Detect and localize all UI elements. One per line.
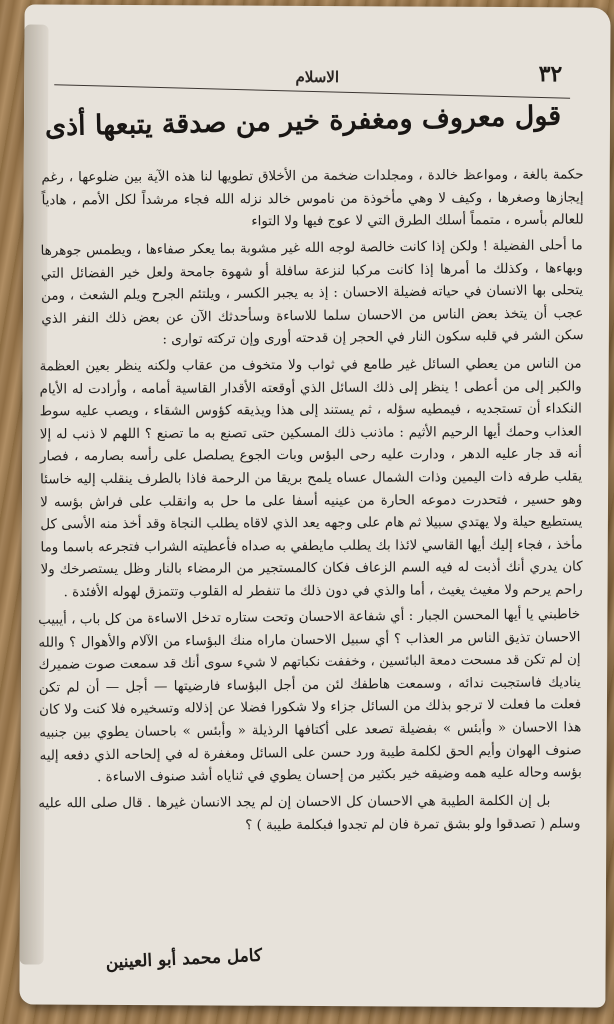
page-number: ٣٢ — [538, 61, 563, 88]
paragraph: ما أحلى الفضيلة ! ولكن إذا كانت خالصة لوجه الله غير مشوبة بما يعكر صفاءها ، ويطمس جوهرها وبهاءها ، وكذلك ما أمرها إذا كانت مركبا لنزعة سافلة أو شهوة جامحة ولعل خير الفضائل التي يتحلى بها الانسان في حياته فضيلة الاحسان : إذ به يجبر الكسر ، ويلتئم الجرح ويلم الشعث ، ومن عجب أن يتخذ بعض الناس من الاحسان سلما للاساءة وسأحدثك الآن عن بعض ذلك النفر الذي سكن الشر في قلبه سكون النار في الحجر إن قدحته أورى وإن تركته توارى : — [40, 237, 584, 348]
running-title: الاسلام — [295, 67, 340, 87]
article-headline: قول معروف ومغفرة خير من صدقة يتبعها أذى — [44, 100, 562, 143]
article-body — [38, 165, 584, 948]
paragraph: من الناس من يعطي السائل غير طامع في ثواب ولا متخوف من عقاب ولكنه ينظر بعين العظمة والكبر إلى من أعطى ! ينظر إلى ذلك السائل الذي أوقعته الأقدار القاسية أمامه ، وأرادت له الأيام النكداء أن تستجديه ، فيمطيه سؤله ، ثم يستند إلى هذا ويذيقه كؤوس الشقاء ، ويصب عليه سوط العذاب وحمك أيها الرحيم الأثيم : ماذنب ذلك المسكين حتى تصنع به ما تصنع ؟ اللهم لا ذنب له إلا أنه قد جار عليه الدهر ، ودارت عليه رحى البؤس وبات الجوع يصلصل على رأسه بصارمه ، فصار يقلب طرفه ذات اليمين وذات الشمال عساه يلمح بريقا من الرحمة فاذا بالطرف ينقلب إليه خاسئا وهو حسير ، فتحدرت دموعه الحارة من عينيه أسفا على ما حل به وانقلب على فراش بؤسه لا يستطيع حيلة ولا يهتدي سبيلا ثم هام على وجهه يعد الذي لاقاه يطلب النجاة وقد أخذ منه الأسى كل مأخذ ، فجاء إليك أيها القاسي لائذا بك يطلب مايطفي به صداه فأعطيته الشراب فتجرعه باسما وما كان يدري أنك أذبت له فيه السم الزعاف فكان كالمستجير من الرمضاء بالنار وظل يستصرخك ولا راحم يرحم ولا مغيث يغيث ، أما والذي في دون ذلك ما تنفطر له القلوب وتتمزق لهوله الأفئدة . — [39, 356, 583, 600]
book-page — [19, 4, 610, 1007]
paragraph: حكمة بالغة ، ومواعظ خالدة ، ومجلدات ضخمة من الأخلاق تطويها لنا هذه الآية بين ضلوعها ، رغم إيجازها وصغرها ، وكيف لا وهي مأخوذة من ناموس خالد نزله الله فجاء مرشداً لكل الأمم ، هادياً للعالم بأسره ، متمماً أسلك الطرق التي لا عوج فيها ولا التواء — [41, 167, 584, 230]
paragraph: خاطبني يا أيها المحسن الجبار : أي شفاعة الاحسان وتحت ستاره تدخل الاساءة من كل باب ، أيبيب الاحسان تذيق الناس مر العذاب ؟ أي سبيل الاحسان ماراه منك البؤساء من الآلام والأهوال ؟ والله إن لم تكن قد مسحت دمعة البائسين ، وخففت نكباتهم لا شيء سوى أنك قد سمعت صوت ضميرك يناديك فاستجبت ندائه ، وسمعت هاطفك لئن من أجل البؤساء فارضيتها — أجل — أن لم تكن فعلت ما فعلت لا ترجو بذلك من السائل جزاء ولا شكورا فضلا عن إذلاله وتسخيره فلا كنت ولا كان هذا الاحسان « وأبئس » بفضيلة تصعد على أكتافها الرذيلة « وأبئس » باحسان يطوي بين جنبيه صنوف الهوان وأيم الحق لكلمة طيبة ورد حسن على السائل ومغفرة له في إلحاحه الذي دفعه إليه بؤسه وحاله عليه همه وضيقه خير بكثير من إحسان يطوي في ثناياه أشد صنوف الاساءة . — [38, 607, 582, 786]
paragraph: بل إن الكلمة الطيبة هي الاحسان كل الاحسان إن لم يجد الانسان غيرها . قال صلى الله عليه وسلم ( تصدقوا ولو بشق تمرة فان لم تجدوا فبكلمة طيبة ) ؟ — [38, 793, 581, 833]
author-signature: كامل محمد أبو العينين — [105, 945, 263, 973]
